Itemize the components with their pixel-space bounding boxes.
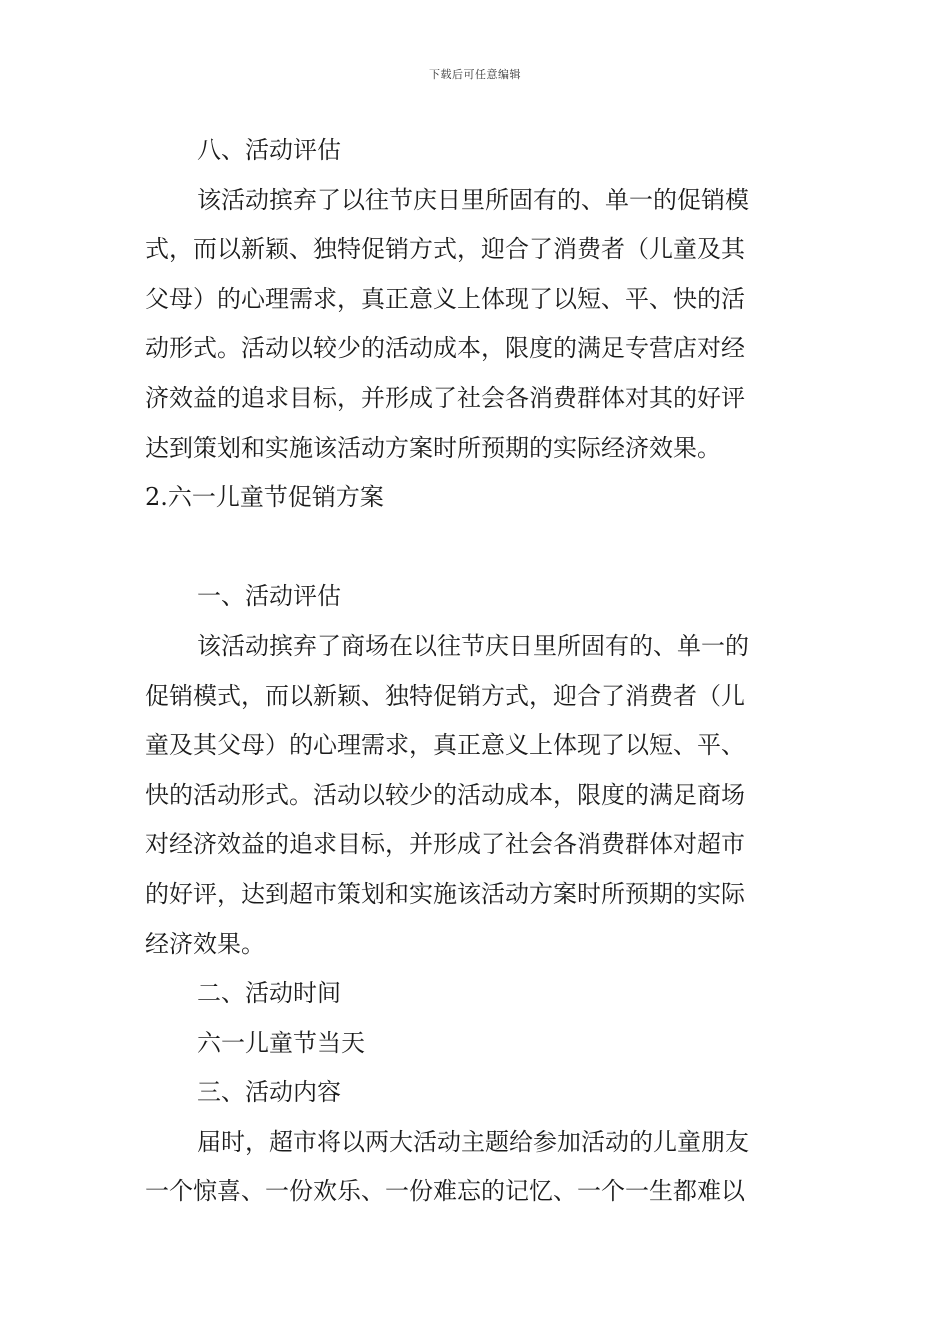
section-heading-content: 三、活动内容	[197, 1078, 341, 1107]
paragraph-line: 的好评，达到超市策划和实施该活动方案时所预期的实际	[145, 879, 745, 908]
paragraph-line: 济效益的追求目标，并形成了社会各消费群体对其的好评	[145, 383, 745, 412]
document-title: 2.六一儿童节促销方案	[145, 483, 384, 512]
paragraph-line: 经济效果。	[145, 929, 265, 958]
paragraph-line: 动形式。活动以较少的活动成本，限度的满足专营店对经	[145, 334, 745, 363]
section-heading-evaluation: 一、活动评估	[197, 582, 341, 611]
section-heading-evaluation: 八、活动评估	[197, 136, 341, 164]
paragraph-line: 式，而以新颖、独特促销方式，迎合了消费者（儿童及其	[145, 235, 745, 264]
paragraph-line: 快的活动形式。活动以较少的活动成本，限度的满足商场	[145, 780, 745, 809]
paragraph-line: 该活动摈弃了以往节庆日里所固有的、单一的促销模	[197, 185, 749, 214]
paragraph-line: 一个惊喜、一份欢乐、一份难忘的记忆、一个一生都难以	[145, 1177, 745, 1206]
page-header-note: 下载后可任意编辑	[429, 68, 521, 81]
paragraph-line: 促销模式，而以新颖、独特促销方式，迎合了消费者（儿	[145, 681, 745, 710]
paragraph-line: 对经济效益的追求目标，并形成了社会各消费群体对超市	[145, 830, 745, 859]
blank-spacer	[145, 523, 813, 573]
paragraph-line: 该活动摈弃了商场在以往节庆日里所固有的、单一的	[197, 631, 749, 660]
section-heading-time: 二、活动时间	[197, 979, 341, 1008]
paragraph-line: 达到策划和实施该活动方案时所预期的实际经济效果。	[145, 433, 721, 462]
paragraph-line: 童及其父母）的心理需求，真正意义上体现了以短、平、	[145, 731, 745, 760]
paragraph-line: 六一儿童节当天	[197, 1028, 365, 1057]
paragraph-line: 届时，超市将以两大活动主题给参加活动的儿童朋友	[197, 1127, 749, 1156]
paragraph-line: 父母）的心理需求，真正意义上体现了以短、平、快的活	[145, 284, 745, 313]
document-body	[145, 126, 813, 1217]
